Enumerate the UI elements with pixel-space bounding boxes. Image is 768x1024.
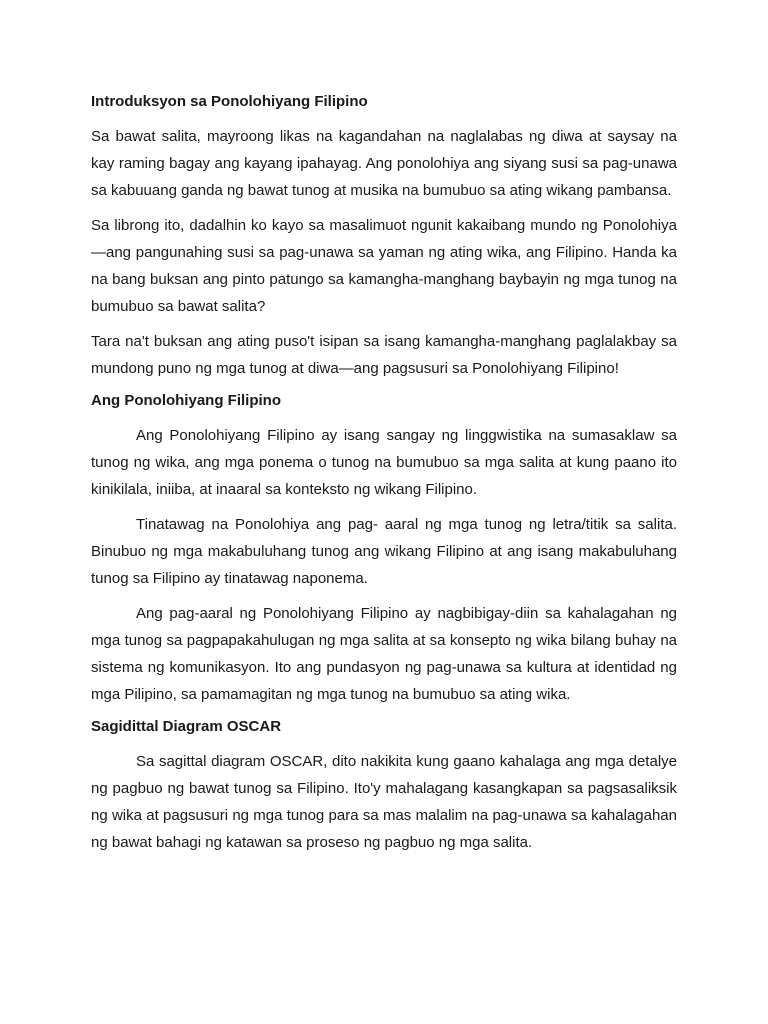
paragraph: Tara na't buksan ang ating puso't isipan sa isang kamangha-manghang paglalakbay sa mundong puno ng mga tunog at diwa—ang pagsusuri sa Ponolohiyang Filipino! xyxy=(91,333,677,377)
paragraph: Tinatawag na Ponolohiya ang pag- aaral ng mga tunog ng letra/titik sa salita. Binubuo ng mga makabuluhang tunog ang wikang Filipino at ang isang makabuluhang tunog sa Filipino ay tinatawag naponema. xyxy=(91,516,677,587)
paragraph: Ang pag-aaral ng Ponolohiyang Filipino ay nagbibigay-diin sa kahalagahan ng mga tunog sa pagpapakahulugan ng mga salita at sa konsepto ng wika bilang buhay na sistema ng komunikasyon. Ito ang pundasyon ng pag-unawa sa kultura at identidad ng mga Pilipino, sa pamamagitan ng mga tunog na bumubuo sa ating wika. xyxy=(91,605,677,703)
paragraph: Ang Ponolohiyang Filipino ay isang sangay ng linggwistika na sumasaklaw sa tunog ng wika, ang mga ponema o tunog na bumubuo sa mga salita at kung paano ito kinikilala, iniiba, at inaaral sa konteksto ng wikang Filipino. xyxy=(91,427,677,498)
section-heading-sagittal-diagram: Sagidittal Diagram OSCAR xyxy=(91,718,282,735)
section-heading-ponolohiyang-filipino: Ang Ponolohiyang Filipino xyxy=(91,392,281,409)
paragraph: Sa librong ito, dadalhin ko kayo sa masalimuot ngunit kakaibang mundo ng Ponolohiya —ang pangunahing susi sa pag-unawa sa yaman ng ating wika, ang Filipino. Handa ka na bang buksan ang pinto patungo sa kamangha-manghang baybayin ng mga tunog na bumubuo sa bawat salita? xyxy=(91,217,677,315)
section-heading-introduksyon: Introduksyon sa Ponolohiyang Filipino xyxy=(91,93,368,110)
paragraph: Sa bawat salita, mayroong likas na kagandahan na naglalabas ng diwa at saysay na kay raming bagay ang kayang ipahayag. Ang ponolohiya ang siyang susi sa pag-unawa sa kabuuang ganda ng bawat tunog at musika na bumubuo sa ating wikang pambansa. xyxy=(91,128,677,199)
paragraph: Sa sagittal diagram OSCAR, dito nakikita kung gaano kahalaga ang mga detalye ng pagbuo ng bawat tunog sa Filipino. Ito'y mahalagang kasangkapan sa pagsasaliksik ng wika at pagsusuri ng mga tunog para sa mas malalim na pag-unawa sa kahalagahan ng bawat bahagi ng katawan sa proseso ng pagbuo ng mga salita. xyxy=(91,753,677,851)
